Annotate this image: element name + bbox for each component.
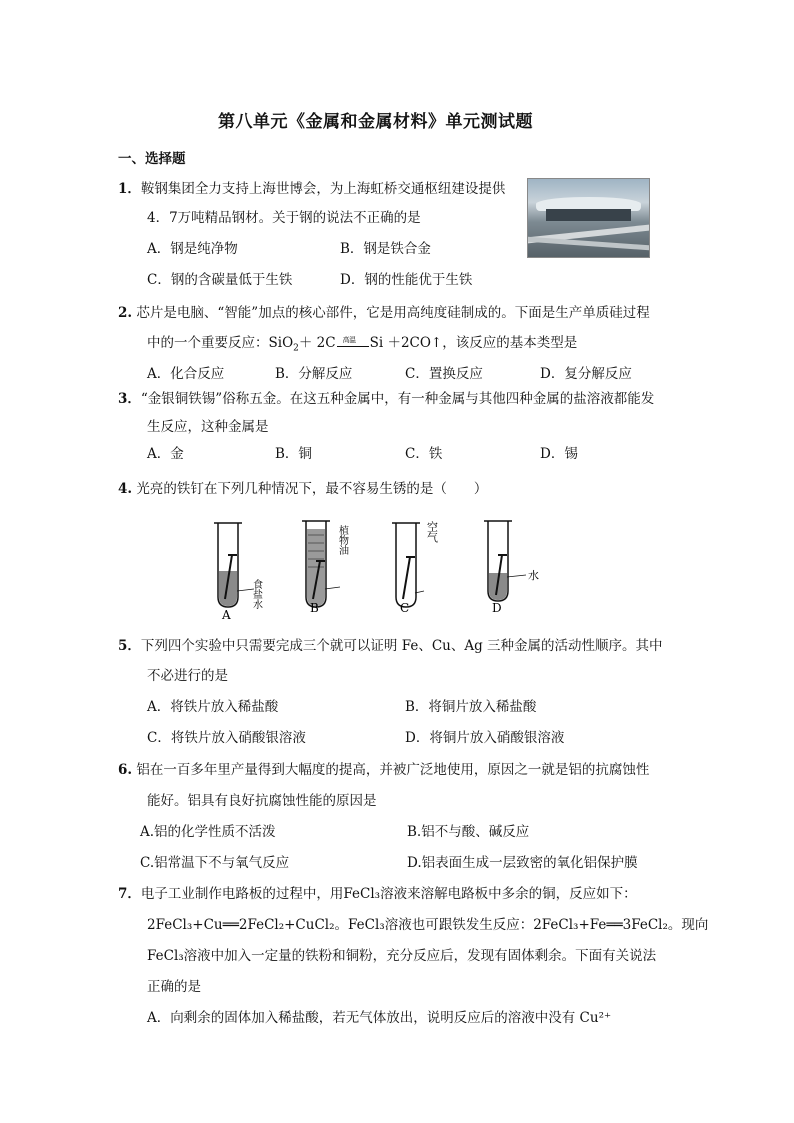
question-text-cont: 能好。铝具有良好抗腐蚀性能的原因是	[147, 793, 377, 809]
question-text: 鞍钢集团全力支持上海世博会，为上海虹桥交通枢纽建设提供	[140, 181, 506, 197]
option-a: A．将铁片放入稀盐酸	[147, 699, 279, 715]
question-text: 芯片是电脑、“智能”加点的核心部件，它是用高纯度硅制成的。下面是生产单质硅过程	[136, 305, 650, 321]
question-number: 4.	[118, 481, 133, 497]
question-text-cont: 不必进行的是	[147, 668, 228, 684]
question-text: 电子工业制作电路板的过程中，用FeCl₃溶液来溶解电路板中多余的铜，反应如下：	[140, 886, 637, 902]
question-text-cont: 生反应，这种金属是	[147, 419, 269, 435]
tube-d-label: D	[492, 601, 502, 615]
question-text: 光亮的铁钉在下列几种情况下，最不容易生锈的是（ ）	[136, 481, 488, 497]
page-title: 第八单元《金属和金属材料》单元测试题	[218, 112, 533, 132]
tube-a-label: A	[222, 608, 231, 620]
option-d: D．钢的性能优于生铁	[340, 272, 473, 288]
tube-d-icon	[484, 521, 526, 601]
option-c: C．铁	[405, 446, 443, 462]
hongqiao-station-photo	[527, 178, 650, 258]
tube-a-icon	[214, 523, 254, 607]
test-tubes-diagram	[210, 515, 570, 620]
option-c: C．置换反应	[405, 366, 483, 382]
option-d: D.铝表面生成一层致密的氧化铝保护膜	[407, 855, 638, 871]
option-b: B．铜	[275, 446, 312, 462]
tube-c-text: 空气	[425, 521, 439, 543]
question-text-cont: 4．7万吨精品钢材。关于钢的说法不正确的是	[147, 210, 421, 226]
option-d: D．将铜片放入硝酸银溶液	[405, 730, 565, 746]
question-text: 铝在一百多年里产量得到大幅度的提高，并被广泛地使用，原因之一就是铝的抗腐蚀性	[136, 762, 650, 778]
option-a: A．向剩余的固体加入稀盐酸，若无气体放出，说明反应后的溶液中没有 Cu²⁺	[147, 1010, 612, 1026]
option-b: B．分解反应	[275, 366, 353, 382]
tube-b-label: B	[310, 601, 319, 615]
option-a: A.铝的化学性质不活泼	[140, 824, 276, 840]
question-number: 5．	[118, 638, 141, 654]
question-text: 下列四个实验中只需要完成三个就可以证明 Fe、Cu、Ag 三种金属的活动性顺序。其中	[140, 638, 663, 654]
tube-c-label: C	[400, 601, 410, 615]
option-c: C.铝常温下不与氧气反应	[140, 855, 290, 871]
tube-a-text: 食盐水	[250, 579, 262, 609]
question-number: 1．	[118, 181, 141, 197]
option-c: C．将铁片放入硝酸银溶液	[147, 730, 306, 746]
reaction-arrow: 高温	[337, 336, 369, 347]
option-a: A．金	[147, 446, 184, 462]
tube-b-text: 植物油	[336, 525, 348, 555]
question-number: 7．	[118, 886, 141, 902]
tube-d-text: 水	[528, 569, 539, 582]
option-b: B．将铜片放入稀盐酸	[405, 699, 537, 715]
tube-b-icon	[302, 521, 340, 607]
section-heading: 一、选择题	[118, 151, 186, 167]
option-c: C．钢的含碳量低于生铁	[147, 272, 293, 288]
option-a: A．化合反应	[147, 366, 225, 382]
option-b: B．钢是铁合金	[340, 241, 431, 257]
question-number: 3．	[118, 391, 141, 407]
tube-c-icon	[392, 523, 424, 607]
reaction-equation: 中的一个重要反应：SiO$_2$＋ 2C 高温 Si ＋2CO↑，该反应的基本类型是	[147, 335, 578, 354]
question-number: 6.	[118, 762, 133, 778]
option-d: D．复分解反应	[540, 366, 632, 382]
question-number: 2.	[118, 305, 133, 321]
question-text-cont: FeCl₃溶液中加入一定量的铁粉和铜粉，充分反应后，发现有固体剩余。下面有关说法	[147, 948, 657, 964]
option-a: A．钢是纯净物	[147, 241, 238, 257]
question-text-cont: 正确的是	[147, 979, 201, 995]
question-text: “金银铜铁锡”俗称五金。在这五种金属中，有一种金属与其他四种金属的盐溶液都能发	[140, 391, 655, 407]
option-b: B.铝不与酸、碱反应	[407, 824, 530, 840]
option-d: D．锡	[540, 446, 578, 462]
question-text-cont: 2FeCl₃+Cu══2FeCl₂+CuCl₂。FeCl₃溶液也可跟铁发生反应：2FeCl₃+Fe══3FeCl₂。现向	[147, 917, 709, 933]
